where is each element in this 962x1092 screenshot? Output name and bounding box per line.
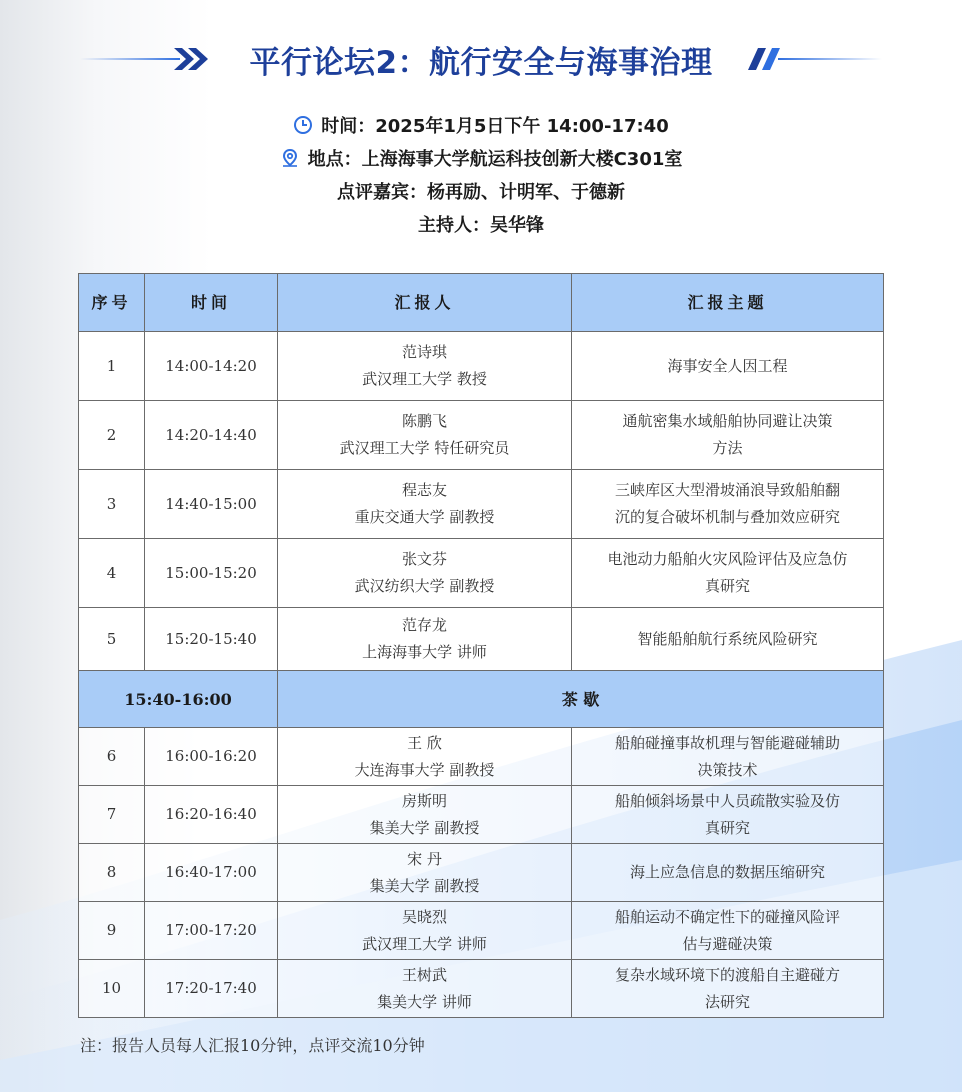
row-speaker bbox=[278, 470, 572, 539]
row-speaker bbox=[278, 728, 572, 786]
speaker-org: 武汉理工大学 教授 bbox=[362, 370, 487, 388]
speaker-org: 上海海事大学 讲师 bbox=[362, 643, 487, 661]
reviewers-text: 点评嘉宾：杨再励、计明军、于德新 bbox=[337, 182, 625, 203]
speaker-org: 武汉理工大学 讲师 bbox=[362, 934, 487, 953]
speaker-org: 武汉理工大学 特任研究员 bbox=[339, 439, 510, 457]
break-label: 茶 歇 bbox=[278, 671, 884, 728]
row-topic bbox=[572, 332, 884, 401]
speaker-name: 王 欣 bbox=[407, 733, 442, 752]
row-time: 15:00-15:20 bbox=[145, 539, 278, 608]
column-header-no: 序号 bbox=[79, 274, 145, 332]
topic-line: 船舶碰撞事故机理与智能避碰辅助 bbox=[614, 733, 840, 752]
table-row bbox=[79, 844, 884, 902]
title-left-decoration-icon bbox=[80, 44, 212, 74]
topic-line: 决策技术 bbox=[697, 760, 758, 779]
row-speaker bbox=[278, 332, 572, 401]
row-speaker bbox=[278, 608, 572, 671]
row-speaker bbox=[278, 902, 572, 960]
speaker-org: 集美大学 副教授 bbox=[369, 818, 480, 837]
table-header-row bbox=[79, 274, 884, 332]
row-no: 2 bbox=[79, 401, 145, 470]
topic-line: 海上应急信息的数据压缩研究 bbox=[629, 863, 825, 881]
row-no: 5 bbox=[79, 608, 145, 671]
row-time: 16:40-17:00 bbox=[145, 844, 278, 902]
row-speaker bbox=[278, 539, 572, 608]
row-time: 16:20-16:40 bbox=[145, 786, 278, 844]
speaker-org: 集美大学 副教授 bbox=[369, 876, 480, 895]
table-row bbox=[79, 786, 884, 844]
topic-line: 复杂水域环境下的渡船自主避碰方 bbox=[614, 965, 840, 984]
row-topic bbox=[572, 470, 884, 539]
topic-line: 方法 bbox=[712, 439, 743, 457]
topic-line: 沉的复合破坏机制与叠加效应研究 bbox=[614, 508, 840, 526]
row-time: 14:00-14:20 bbox=[145, 332, 278, 401]
location-pin-icon bbox=[280, 148, 300, 168]
table-row bbox=[79, 401, 884, 470]
speaker-org: 重庆交通大学 副教授 bbox=[354, 508, 495, 526]
row-no: 1 bbox=[79, 332, 145, 401]
row-time: 14:40-15:00 bbox=[145, 470, 278, 539]
speaker-name: 王树武 bbox=[401, 965, 447, 984]
speaker-name: 宋 丹 bbox=[407, 849, 442, 868]
topic-line: 真研究 bbox=[704, 577, 750, 595]
row-topic bbox=[572, 539, 884, 608]
footnote: 注：报告人员每人汇报10分钟，点评交流10分钟 bbox=[80, 1036, 425, 1055]
row-speaker bbox=[278, 844, 572, 902]
row-time: 14:20-14:40 bbox=[145, 401, 278, 470]
topic-line: 船舶倾斜场景中人员疏散实验及仿 bbox=[614, 791, 840, 810]
topic-line: 通航密集水域船舶协同避让决策 bbox=[622, 412, 833, 430]
host-text: 主持人：吴华锋 bbox=[418, 215, 544, 236]
row-speaker bbox=[278, 786, 572, 844]
reviewers-info bbox=[0, 178, 962, 204]
table-row bbox=[79, 960, 884, 1018]
schedule-table bbox=[78, 273, 884, 1018]
row-topic bbox=[572, 786, 884, 844]
row-topic bbox=[572, 728, 884, 786]
host-info bbox=[0, 211, 962, 237]
row-time: 16:00-16:20 bbox=[145, 728, 278, 786]
topic-line: 智能船舶航行系统风险研究 bbox=[637, 629, 818, 648]
row-topic bbox=[572, 401, 884, 470]
location-info bbox=[0, 145, 962, 171]
table-row bbox=[79, 728, 884, 786]
topic-line: 三峡库区大型滑坡涌浪导致船舶翻 bbox=[614, 481, 840, 499]
column-header-topic: 汇报主题 bbox=[572, 274, 884, 332]
tea-break-row bbox=[79, 671, 884, 728]
table-row bbox=[79, 470, 884, 539]
column-header-time: 时间 bbox=[145, 274, 278, 332]
page-title: 平行论坛2：航行安全与海事治理 bbox=[249, 44, 713, 81]
table-row bbox=[79, 332, 884, 401]
topic-line: 真研究 bbox=[704, 818, 750, 837]
row-topic bbox=[572, 902, 884, 960]
row-no: 7 bbox=[79, 786, 145, 844]
speaker-org: 武汉纺织大学 副教授 bbox=[354, 577, 495, 595]
row-time: 15:20-15:40 bbox=[145, 608, 278, 671]
topic-line: 船舶运动不确定性下的碰撞风险评 bbox=[614, 907, 840, 926]
speaker-name: 张文芬 bbox=[401, 550, 447, 568]
row-no: 3 bbox=[79, 470, 145, 539]
speaker-name: 范存龙 bbox=[401, 616, 447, 634]
time-info bbox=[0, 112, 962, 138]
row-topic bbox=[572, 608, 884, 671]
topic-line: 海事安全人因工程 bbox=[667, 356, 788, 375]
topic-line: 电池动力船舶火灾风险评估及应急仿 bbox=[607, 550, 848, 568]
break-time: 15:40-16:00 bbox=[79, 671, 278, 728]
row-speaker bbox=[278, 401, 572, 470]
title-row bbox=[0, 36, 962, 82]
speaker-name: 程志友 bbox=[401, 481, 447, 499]
speaker-name: 陈鹏飞 bbox=[401, 412, 447, 430]
table-row bbox=[79, 608, 884, 671]
speaker-org: 集美大学 讲师 bbox=[377, 992, 472, 1011]
topic-line: 法研究 bbox=[704, 992, 750, 1011]
row-time: 17:20-17:40 bbox=[145, 960, 278, 1018]
time-text: 时间：2025年1月5日下午 14:00-17:40 bbox=[321, 116, 669, 137]
speaker-name: 范诗琪 bbox=[401, 343, 447, 361]
row-no: 6 bbox=[79, 728, 145, 786]
speaker-name: 吴晓烈 bbox=[401, 907, 447, 926]
row-speaker bbox=[278, 960, 572, 1018]
title-right-decoration-icon bbox=[742, 44, 882, 74]
location-text: 地点：上海海事大学航运科技创新大楼C301室 bbox=[307, 149, 683, 170]
row-time: 17:00-17:20 bbox=[145, 902, 278, 960]
row-no: 4 bbox=[79, 539, 145, 608]
topic-line: 估与避碰决策 bbox=[682, 934, 773, 953]
row-topic bbox=[572, 844, 884, 902]
clock-icon bbox=[293, 115, 313, 135]
row-no: 9 bbox=[79, 902, 145, 960]
row-no: 8 bbox=[79, 844, 145, 902]
table-row bbox=[79, 902, 884, 960]
speaker-org: 大连海事大学 副教授 bbox=[354, 760, 495, 779]
table-row bbox=[79, 539, 884, 608]
row-topic bbox=[572, 960, 884, 1018]
row-no: 10 bbox=[79, 960, 145, 1018]
speaker-name: 房斯明 bbox=[401, 791, 447, 810]
column-header-speaker: 汇报人 bbox=[278, 274, 572, 332]
